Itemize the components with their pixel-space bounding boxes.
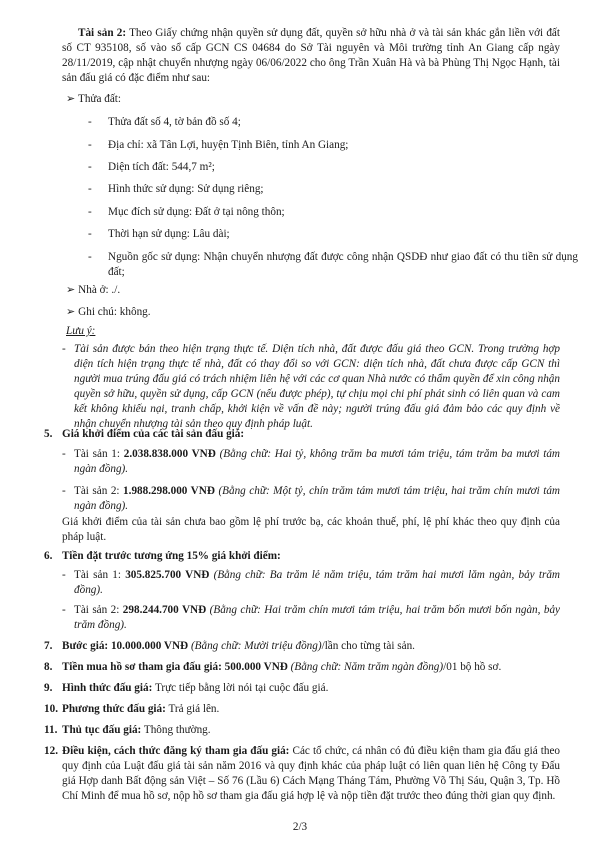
arrow-bullet-icon: ➢ xyxy=(66,93,76,105)
land-heading xyxy=(66,92,121,107)
asset2-paragraph xyxy=(62,26,560,86)
note-line: ➢ Ghi chú: không. xyxy=(66,306,151,318)
asset2-text: Theo Giấy chứng nhận quyền sử dụng đất, quyền sở hữu nhà ở và tài sản khác gắn liền với đất số CT 935108, số vào sổ cấp GCN CS 04684 do Sở Tài nguyên và Môi trường tỉnh An Giang cấp ngày 28/11/2019, cập nhật chuyển nhượng ngày 06/06/2022 cho ông Trần Xuân Hà và bà Phùng Thị Ngọc Hạnh, tài sản đấu giá có đặc điểm như sau: xyxy=(62,27,561,84)
document-page: Tài sản 2: Theo Giấy chứng nhận quyền sử dụng đất, quyền sở hữu nhà ở và tài sản khác gắn liền với đất số CT 935108, số vào sổ cấp GCN CS 04684 do Sở Tài nguyên và Môi trường tỉnh An Giang cấp ngày 28/11/2019, cập nhật chuyển nhượng ngày 06/06/2022 cho ông Trần Xuân Hà và bà Phùng Thị Ngọc Hạnh, tài sản đấu giá có đặc điểm như sau: ➢ Thửa đất: - Thửa đất số 4, tờ bản đồ số 4; - Địa chỉ: xã Tân Lợi, huyện Tịnh Biên, tỉnh An Giang; - Diện tích đất: 544,7 m²; - Hình thức sử dụng: Sử dụng riêng; - Mục đích sử dụng: Đất ở tại nông thôn; - Thời hạn sử dụng: Lâu dài; - Nguồn gốc sử dụng: Nhận chuyển nhượng đất được công nhận QSDĐ như giao đất có thu tiền sử dụng đất; ➢ Nhà ở: ./. ➢ Ghi chú: không. Lưu ý: - Tài sản được bán theo hiện trạng thực tế. Diện tích nhà, đất được đấu giá theo GCN. Trong trường hợp diện tích hiện trạng thực tế nhà, đất có thay đổi so với GCN: diện tích nhà, đất chưa được cấp GCN thì người mua trúng đấu giá có trách nhiệm liên hệ với các cơ quan Nhà nước có thẩm quyền để xin công nhận quyền sở hữu, quyền sử dụng, cấp GCN (nếu được phép), tự chịu mọi chi phí phát sinh có liên quan và cam kết không khiếu nại, tranh chấp, khởi kiện về vấn đề này; người trúng đấu giá đảm bảo các quy định về nhận chuyển nhượng tài sản theo quy định pháp luật. 5. Giá khởi điểm của các tài sản đấu giá: - Tài sản 1: 2.038.838.000 VNĐ (Bằng chữ: Hai tỷ, không trăm ba mươi tám triệu, tám trăm ba mươi tám ngàn đồng). - Tài sản 2: 1.988.298.000 VNĐ (Bằng chữ: Một tỷ, chín trăm tám mươi tám triệu, hai trăm chín mươi tám ngàn đồng). Giá khởi điểm của tài sản chưa bao gồm lệ phí trước bạ, các khoản thuế, phí, lệ phí khác theo quy định của pháp luật. 6. Tiền đặt trước tương ứng 15% giá khởi điểm: - Tài sản 1: 305.825.700 VNĐ (Bằng chữ: Ba trăm lẻ năm triệu, tám trăm hai mươi lăm ngàn, bảy trăm đồng). - Tài sản 2: 298.244.700 VNĐ (Bằng chữ: Hai trăm chín mươi tám triệu, hai trăm bốn mươi bốn ngàn, bảy trăm đồng). 7. Bước giá: 10.000.000 VNĐ (Bằng chữ: Mười triệu đồng)/lần cho từng tài sản. 8. Tiền mua hồ sơ tham gia đấu giá: 500.000 VNĐ (Bằng chữ: Năm trăm ngàn đồng)/01 bộ hồ sơ. 9. Hình thức đấu giá: Trực tiếp bằng lời nói tại cuộc đấu giá. 10. Phương thức đấu giá: Trả giá lên. 11. Thủ tục đấu giá: Thông thường. 12. Điều kiện, cách thức đăng ký tham gia đấu giá: Các tổ chức, cá nhân có đủ điều kiện tham gia đấu giá theo quy định của Luật đấu giá tài sản năm 2016 và quy định khác của pháp luật có liên quan liên hệ Công ty Đấu giá Hợp danh Bất động sản Việt – Số 76 (Lầu 6) Cách Mạng Tháng Tám, Phường Võ Thị Sáu, Quận 3, Tp. Hồ Chí Minh để mua hồ sơ, nộp hồ sơ tham gia đấu giá hợp lệ và nộp tiền đặt trước theo đúng thời gian quy định. 2/3 xyxy=(0,0,600,848)
section-6-title: Tiền đặt trước tương ứng 15% giá khởi điểm: xyxy=(62,550,281,562)
arrow-bullet-icon: ➢ xyxy=(66,284,76,296)
section-5-title: Giá khởi điểm của các tài sản đấu giá: xyxy=(62,428,245,440)
page-number: 2/3 xyxy=(292,821,308,833)
asset2-label: Tài sản 2: xyxy=(78,27,127,39)
land-heading-text: Thửa đất: xyxy=(77,93,122,105)
house-line: ➢ Nhà ở: ./. xyxy=(66,284,121,296)
section-5-footnote: Giá khởi điểm của tài sản chưa bao gồm lệ phí trước bạ, các khoản thuế, phí, lệ phí khác theo quy định của pháp luật. xyxy=(62,516,560,543)
remark-label: Lưu ý: xyxy=(66,325,96,337)
arrow-bullet-icon: ➢ xyxy=(66,306,76,318)
